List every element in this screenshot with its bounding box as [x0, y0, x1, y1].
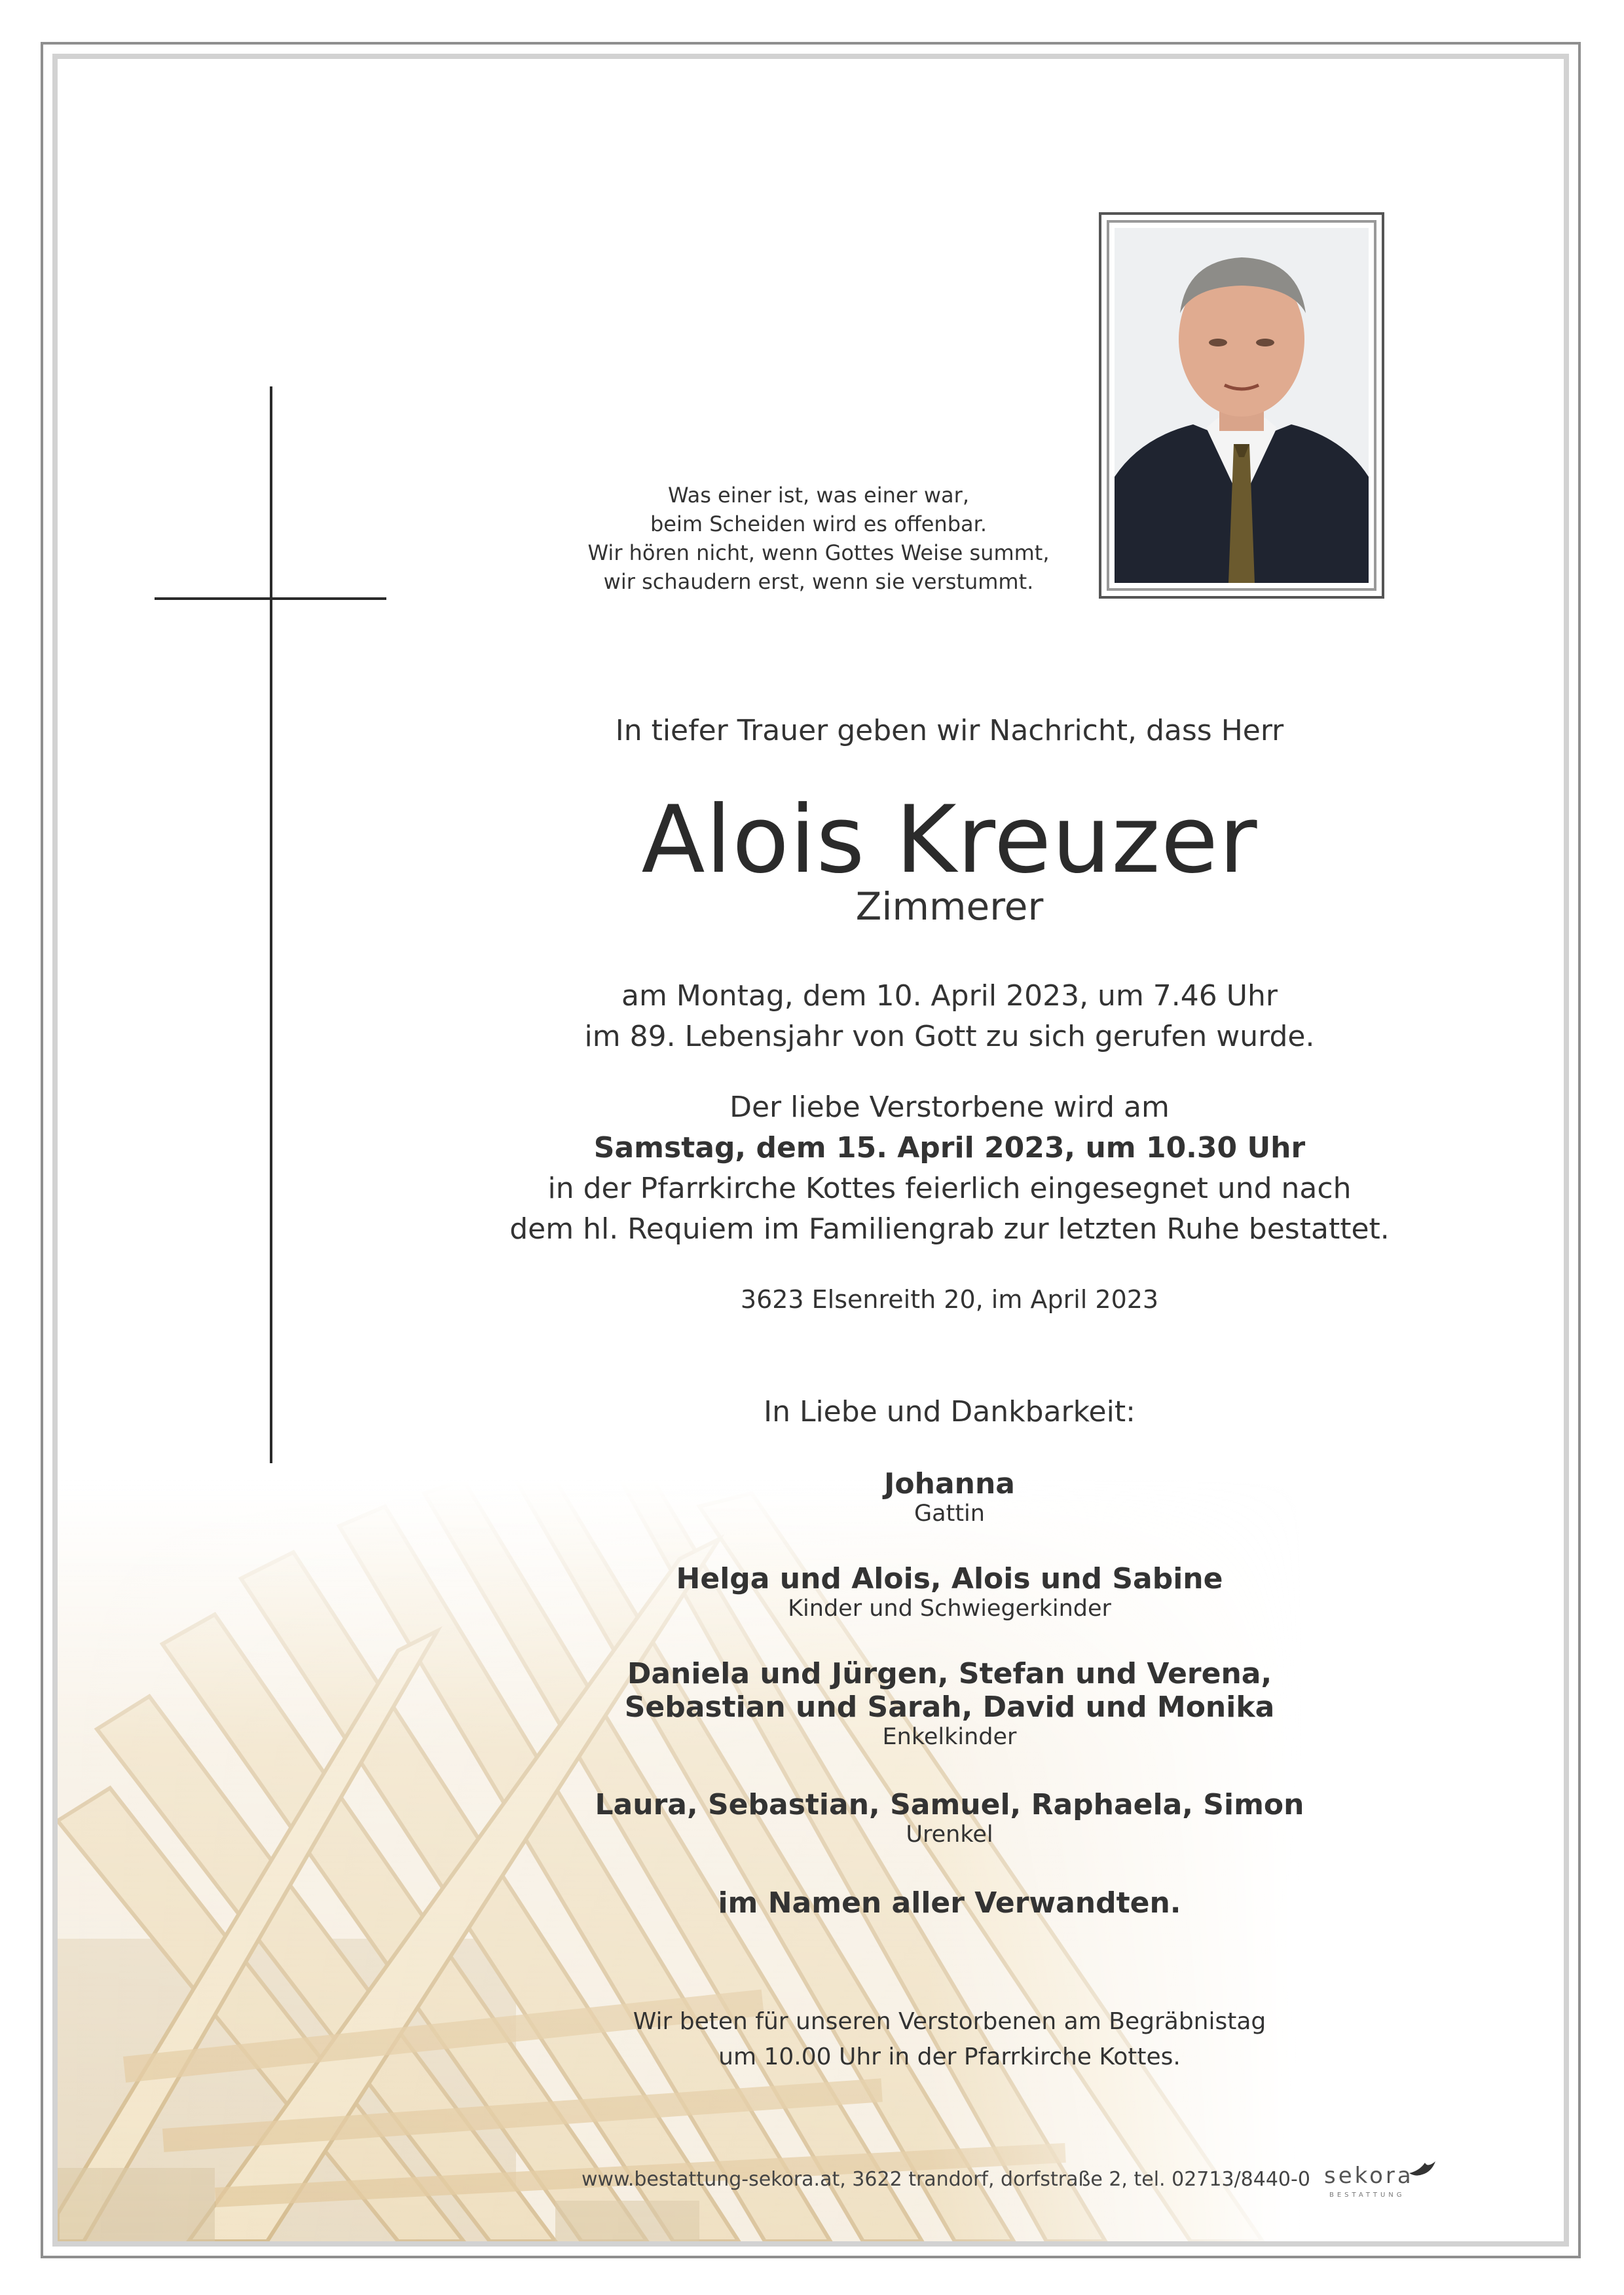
- portrait-frame: [1099, 212, 1384, 599]
- portrait-photo: [1115, 228, 1369, 583]
- prayer-line: Wir beten für unseren Verstorbenen am Begräbnistag: [633, 2008, 1266, 2035]
- mourner-group: [458, 1657, 1441, 1750]
- mourner-names: Laura, Sebastian, Samuel, Raphaela, Simon: [595, 1788, 1304, 1821]
- deceased-profession: Zimmerer: [855, 884, 1044, 929]
- funeral-date: Samstag, dem 15. April 2023, um 10.30 Uhr: [593, 1131, 1306, 1165]
- mourner-group: [458, 1788, 1441, 1848]
- funeral-home-logo: [1324, 2159, 1435, 2205]
- mourner-names: Helga und Alois, Alois und Sabine: [676, 1562, 1223, 1595]
- cross-horizontal-beam: [155, 597, 386, 600]
- deceased-name: Alois Kreuzer: [641, 786, 1258, 894]
- bird-icon: [1408, 2159, 1437, 2178]
- logo-subtitle: BESTATTUNG: [1329, 2192, 1405, 2199]
- funeral-details: [458, 1087, 1441, 1250]
- funeral-line: dem hl. Requiem im Familiengrab zur letzten Ruhe bestattet.: [509, 1212, 1390, 1246]
- prayer-note: [458, 2004, 1441, 2075]
- mourner-names: Johanna: [884, 1467, 1015, 1501]
- poem-line: Was einer ist, was einer war,: [668, 483, 969, 508]
- logo-wordmark: sekora: [1324, 2163, 1414, 2189]
- death-details: [458, 976, 1441, 1057]
- funeral-home-contact: www.bestattung-sekora.at, 3622 trandorf, dorfstraße 2, tel. 02713/8440-0: [581, 2168, 1310, 2191]
- mourners-heading: In Liebe und Dankbarkeit:: [764, 1395, 1135, 1428]
- funeral-line: in der Pfarrkirche Kottes feierlich eingesegnet und nach: [547, 1172, 1352, 1205]
- funeral-line: Der liebe Verstorbene wird am: [729, 1091, 1170, 1124]
- mourners-closing: im Namen aller Verwandten.: [718, 1886, 1181, 1920]
- prayer-line: um 10.00 Uhr in der Pfarrkirche Kottes.: [718, 2043, 1181, 2070]
- mourner-group: [458, 1467, 1441, 1527]
- poem-line: beim Scheiden wird es offenbar.: [650, 512, 987, 536]
- mourner-role: Kinder und Schwiegerkinder: [788, 1595, 1111, 1622]
- announcement-intro: In tiefer Trauer geben wir Nachricht, dass Herr: [615, 714, 1284, 747]
- cross-vertical-beam: [270, 386, 272, 1463]
- mourner-names: Daniela und Jürgen, Stefan und Verena,: [627, 1657, 1272, 1690]
- mourner-role: Urenkel: [906, 1821, 993, 1848]
- mourner-role: Enkelkinder: [882, 1724, 1017, 1750]
- death-date-line: am Montag, dem 10. April 2023, um 7.46 Uhr: [621, 979, 1278, 1013]
- mourner-group: [458, 1562, 1441, 1622]
- mourner-names: Sebastian und Sarah, David und Monika: [624, 1690, 1275, 1724]
- poem-line: wir schaudern erst, wenn sie verstummt.: [603, 569, 1034, 594]
- death-age-line: im 89. Lebensjahr von Gott zu sich gerufen wurde.: [584, 1020, 1315, 1053]
- mourner-role: Gattin: [914, 1501, 985, 1527]
- memorial-poem: [498, 481, 1139, 596]
- poem-line: Wir hören nicht, wenn Gottes Weise summt,: [587, 540, 1050, 565]
- place-date: 3623 Elsenreith 20, im April 2023: [740, 1285, 1159, 1314]
